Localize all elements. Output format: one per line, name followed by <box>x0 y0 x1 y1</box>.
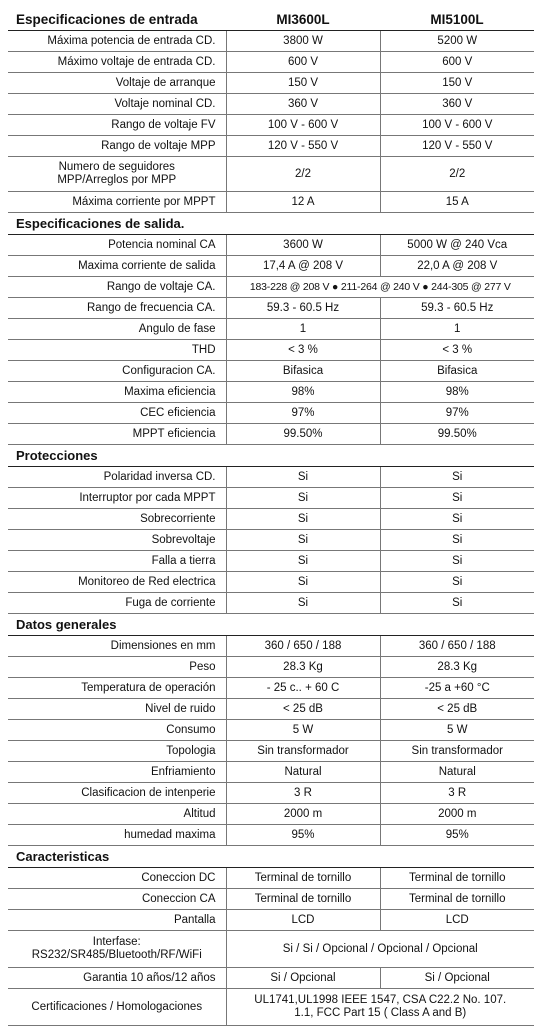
model-2-value: Natural <box>380 762 534 783</box>
model-2-value: 150 V <box>380 73 534 94</box>
row-label: Potencia nominal CA <box>8 235 226 256</box>
table-row <box>8 403 534 424</box>
row-label: Máxima potencia de entrada CD. <box>8 31 226 52</box>
table-row <box>8 31 534 52</box>
row-label: Pantalla <box>8 910 226 931</box>
row-label: Rango de frecuencia CA. <box>8 298 226 319</box>
header-row <box>8 8 534 31</box>
row-label: Máximo voltaje de entrada CD. <box>8 52 226 73</box>
features-section-title: Caracteristicas <box>8 846 534 868</box>
model-1-value: Sin transformador <box>226 741 380 762</box>
model-1-value: 2000 m <box>226 804 380 825</box>
model-1-value: LCD <box>226 910 380 931</box>
table-row <box>8 157 534 192</box>
model-1-value: 1 <box>226 319 380 340</box>
row-label: Polaridad inversa CD. <box>8 467 226 488</box>
row-label: Nivel de ruido <box>8 699 226 720</box>
row-label: Topologia <box>8 741 226 762</box>
model-1-value: - 25 c.. + 60 C <box>226 678 380 699</box>
table-row <box>8 825 534 846</box>
spec-table <box>8 8 534 1026</box>
table-row <box>8 657 534 678</box>
model-2-value: Si <box>380 467 534 488</box>
table-row <box>8 868 534 889</box>
model-2-value: Bifasica <box>380 361 534 382</box>
model-2-value: Si <box>380 530 534 551</box>
table-row <box>8 889 534 910</box>
row-label: Sobrevoltaje <box>8 530 226 551</box>
model-1-value: 17,4 A @ 208 V <box>226 256 380 277</box>
row-label: Enfriamiento <box>8 762 226 783</box>
table-row <box>8 741 534 762</box>
model-1-value: < 25 dB <box>226 699 380 720</box>
row-label: humedad maxima <box>8 825 226 846</box>
label-line: MPP/Arreglos por MPP <box>57 174 177 186</box>
shared-value <box>226 989 534 1026</box>
row-label: Monitoreo de Red electrica <box>8 572 226 593</box>
table-row <box>8 762 534 783</box>
model-2-value: 1 <box>380 319 534 340</box>
model-1-value: 3800 W <box>226 31 380 52</box>
row-label: Maxima corriente de salida <box>8 256 226 277</box>
section-header <box>8 846 534 868</box>
section-header <box>8 614 534 636</box>
model-2-value: 97% <box>380 403 534 424</box>
model-1-value: Bifasica <box>226 361 380 382</box>
row-label <box>8 157 226 192</box>
table-row <box>8 298 534 319</box>
table-row <box>8 931 534 968</box>
row-label: Consumo <box>8 720 226 741</box>
protections-section-title: Protecciones <box>8 445 534 467</box>
model-1-value: 360 V <box>226 94 380 115</box>
model-2-value: 59.3 - 60.5 Hz <box>380 298 534 319</box>
table-row <box>8 968 534 989</box>
model-2-value: 120 V - 550 V <box>380 136 534 157</box>
model-2-value: < 3 % <box>380 340 534 361</box>
table-row <box>8 509 534 530</box>
row-label: Peso <box>8 657 226 678</box>
row-label: Coneccion CA <box>8 889 226 910</box>
model-2-value: 28.3 Kg <box>380 657 534 678</box>
table-row <box>8 52 534 73</box>
model-2-value: Si <box>380 488 534 509</box>
row-label: Rango de voltaje CA. <box>8 277 226 298</box>
model-1-value: 360 / 650 / 188 <box>226 636 380 657</box>
table-row <box>8 94 534 115</box>
row-label: Angulo de fase <box>8 319 226 340</box>
model-1-value: 98% <box>226 382 380 403</box>
table-row <box>8 699 534 720</box>
shared-value: 183-228 @ 208 V ● 211-264 @ 240 V ● 244-305 @ 277 V <box>226 277 534 298</box>
table-row <box>8 277 534 298</box>
row-label: Falla a tierra <box>8 551 226 572</box>
model-2-value: Si / Opcional <box>380 968 534 989</box>
model-1-value: Si <box>226 551 380 572</box>
table-row <box>8 361 534 382</box>
row-label: Sobrecorriente <box>8 509 226 530</box>
model-1-value: Terminal de tornillo <box>226 868 380 889</box>
input-section-title: Especificaciones de entrada <box>8 8 226 31</box>
model-2-value: 2/2 <box>380 157 534 192</box>
model-2-value: 5200 W <box>380 31 534 52</box>
table-row <box>8 382 534 403</box>
table-row <box>8 783 534 804</box>
model-2-header: MI5100L <box>380 8 534 31</box>
model-2-value: -25 a +60 °C <box>380 678 534 699</box>
row-label: Certificaciones / Homologaciones <box>8 989 226 1026</box>
table-row <box>8 235 534 256</box>
model-1-value: 59.3 - 60.5 Hz <box>226 298 380 319</box>
row-label: Dimensiones en mm <box>8 636 226 657</box>
model-1-value: Si / Opcional <box>226 968 380 989</box>
table-row <box>8 115 534 136</box>
model-2-value: 95% <box>380 825 534 846</box>
model-2-value: 15 A <box>380 192 534 213</box>
model-2-value: Terminal de tornillo <box>380 868 534 889</box>
model-1-value: Natural <box>226 762 380 783</box>
table-row <box>8 73 534 94</box>
table-row <box>8 530 534 551</box>
model-1-header: MI3600L <box>226 8 380 31</box>
output-section-title: Especificaciones de salida. <box>8 213 534 235</box>
model-1-value: Si <box>226 572 380 593</box>
table-row <box>8 467 534 488</box>
model-1-value: < 3 % <box>226 340 380 361</box>
model-1-value: 150 V <box>226 73 380 94</box>
table-row <box>8 319 534 340</box>
table-row <box>8 136 534 157</box>
table-row <box>8 192 534 213</box>
label-line: RS232/SR485/Bluetooth/RF/WiFi <box>31 949 202 961</box>
model-1-value: 95% <box>226 825 380 846</box>
model-1-value: Si <box>226 467 380 488</box>
table-row <box>8 572 534 593</box>
row-label: Rango de voltaje FV <box>8 115 226 136</box>
row-label: Clasificacion de intenperie <box>8 783 226 804</box>
row-label: Interruptor por cada MPPT <box>8 488 226 509</box>
section-header <box>8 445 534 467</box>
model-1-value: 97% <box>226 403 380 424</box>
model-1-value: 99.50% <box>226 424 380 445</box>
row-label: MPPT eficiencia <box>8 424 226 445</box>
row-label: Garantia 10 años/12 años <box>8 968 226 989</box>
model-2-value: Si <box>380 572 534 593</box>
table-row <box>8 804 534 825</box>
model-1-value: 12 A <box>226 192 380 213</box>
table-row <box>8 910 534 931</box>
model-1-value: Si <box>226 488 380 509</box>
model-1-value: 3600 W <box>226 235 380 256</box>
model-1-value: 120 V - 550 V <box>226 136 380 157</box>
table-row <box>8 340 534 361</box>
model-2-value: 5000 W @ 240 Vca <box>380 235 534 256</box>
model-2-value: Si <box>380 551 534 572</box>
model-1-value: Si <box>226 509 380 530</box>
model-2-value: 600 V <box>380 52 534 73</box>
general-section-title: Datos generales <box>8 614 534 636</box>
model-2-value: 3 R <box>380 783 534 804</box>
model-1-value: Si <box>226 530 380 551</box>
row-label: Voltaje de arranque <box>8 73 226 94</box>
table-row <box>8 636 534 657</box>
row-label: Máxima corriente por MPPT <box>8 192 226 213</box>
table-row <box>8 678 534 699</box>
table-row <box>8 424 534 445</box>
row-label: CEC eficiencia <box>8 403 226 424</box>
model-2-value: 100 V - 600 V <box>380 115 534 136</box>
section-header <box>8 213 534 235</box>
row-label: Temperatura de operación <box>8 678 226 699</box>
row-label: THD <box>8 340 226 361</box>
model-2-value: LCD <box>380 910 534 931</box>
row-label: Configuracion CA. <box>8 361 226 382</box>
model-2-value: Sin transformador <box>380 741 534 762</box>
model-1-value: 100 V - 600 V <box>226 115 380 136</box>
model-2-value: 2000 m <box>380 804 534 825</box>
model-1-value: 600 V <box>226 52 380 73</box>
row-label: Coneccion DC <box>8 868 226 889</box>
model-2-value: < 25 dB <box>380 699 534 720</box>
model-1-value: Si <box>226 593 380 614</box>
row-label <box>8 931 226 968</box>
table-row <box>8 593 534 614</box>
model-2-value: Si <box>380 593 534 614</box>
row-label: Fuga de corriente <box>8 593 226 614</box>
model-1-value: 3 R <box>226 783 380 804</box>
row-label: Maxima eficiencia <box>8 382 226 403</box>
value-line: UL1741,UL1998 IEEE 1547, CSA C22.2 No. 107. <box>254 994 507 1006</box>
model-2-value: 22,0 A @ 208 V <box>380 256 534 277</box>
value-line: 1.1, FCC Part 15 ( Class A and B) <box>294 1007 467 1019</box>
row-label: Altitud <box>8 804 226 825</box>
model-1-value: 5 W <box>226 720 380 741</box>
model-2-value: 360 V <box>380 94 534 115</box>
model-2-value: 360 / 650 / 188 <box>380 636 534 657</box>
table-row <box>8 551 534 572</box>
model-2-value: Si <box>380 509 534 530</box>
shared-value: Si / Si / Opcional / Opcional / Opcional <box>226 931 534 968</box>
model-2-value: 5 W <box>380 720 534 741</box>
model-1-value: Terminal de tornillo <box>226 889 380 910</box>
row-label: Rango de voltaje MPP <box>8 136 226 157</box>
table-row <box>8 720 534 741</box>
row-label: Voltaje nominal CD. <box>8 94 226 115</box>
table-row <box>8 989 534 1026</box>
model-1-value: 2/2 <box>226 157 380 192</box>
model-1-value: 28.3 Kg <box>226 657 380 678</box>
label-line: Numero de seguidores <box>58 161 175 173</box>
label-line: Interfase: <box>92 936 141 948</box>
model-2-value: 99.50% <box>380 424 534 445</box>
table-row <box>8 256 534 277</box>
model-2-value: 98% <box>380 382 534 403</box>
table-row <box>8 488 534 509</box>
model-2-value: Terminal de tornillo <box>380 889 534 910</box>
